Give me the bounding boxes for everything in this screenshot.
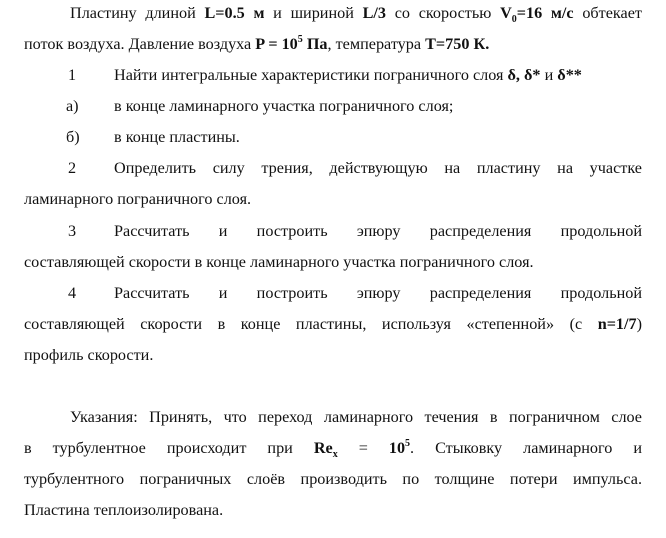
velocity-value: =16 м/с — [516, 4, 574, 22]
task-3-line-2: составляющей скорости в конце ламинарного участка пограничного слоя. — [24, 253, 534, 271]
power-law-exponent: n=1/7 — [597, 315, 637, 333]
pressure-value: P = 10 — [255, 35, 298, 53]
task-1-text — [114, 64, 582, 86]
note-line-4: Пластина теплоизолирована. — [24, 501, 224, 519]
intro-line-2 — [24, 33, 642, 55]
flow-velocity — [500, 4, 574, 26]
transition-value — [389, 439, 410, 457]
note-text: = — [337, 439, 389, 457]
task-4-line-1: Рассчитать и построить эпюру распределения продольной — [114, 284, 642, 302]
plate-length: L=0.5 м — [204, 4, 265, 22]
task-number: 2 — [68, 159, 77, 177]
plate-width: L/3 — [362, 4, 386, 22]
thickness-symbols: δ, δ* — [507, 66, 541, 84]
intro-text: Пластину длиной — [70, 4, 205, 22]
note-line-1: Указания: Принять, что переход ламинарного течения в пограничном слое — [70, 408, 642, 426]
note-line-2 — [24, 437, 642, 459]
task-3-line-1: Рассчитать и построить эпюру распределения продольной — [114, 222, 642, 240]
note-text: . Стыковку ламинарного и — [410, 439, 642, 457]
task-number: 3 — [68, 222, 77, 240]
item-letter: а) — [66, 97, 79, 115]
task-1-item-a — [24, 95, 642, 117]
task-1 — [24, 64, 642, 86]
pressure-unit: Па — [302, 35, 328, 53]
intro-text: и шириной — [264, 4, 363, 22]
task-4-line-2 — [24, 313, 642, 335]
item-letter: б) — [66, 128, 80, 146]
item-text: в конце пластины. — [114, 128, 240, 146]
task-text: составляющей скорости в конце пластины, используя «степенной» (с — [24, 315, 598, 333]
air-temperature: T=750 К. — [425, 35, 490, 53]
task-2-line-2: ламинарного пограничного слоя. — [24, 190, 252, 208]
intro-text: со скоростью — [385, 4, 501, 22]
task-1-item-b — [24, 126, 642, 148]
task-text: ) — [636, 315, 642, 333]
task-number: 4 — [68, 284, 77, 302]
velocity-subscript: 0 — [511, 14, 517, 26]
task-2-line-1: Определить силу трения, действующую на пластину на участке — [114, 159, 642, 177]
intro-text: поток воздуха. Давление воздуха — [24, 35, 256, 53]
transition-base: 10 — [388, 439, 406, 457]
note-line-3: турбулентного пограничных слоёв производить по толщине потери импульса. — [24, 470, 642, 488]
reynolds-subscript: x — [332, 449, 338, 461]
task-4-line-3: профиль скорости. — [24, 346, 154, 364]
velocity-symbol: V — [500, 4, 512, 22]
pressure-exponent: 5 — [297, 33, 303, 45]
note-text: в турбулентное происходит при — [24, 439, 314, 457]
task-number: 1 — [68, 66, 77, 84]
task-text: и — [540, 66, 558, 84]
intro-text: , температура — [327, 35, 426, 53]
intro-text: обтекает — [573, 4, 642, 22]
momentum-thickness-symbol: δ** — [557, 66, 582, 84]
transition-exponent: 5 — [405, 437, 411, 449]
task-text: Найти интегральные характеристики пограничного слоя — [114, 66, 508, 84]
intro-line-1 — [70, 2, 642, 24]
reynolds-symbol: Re — [313, 439, 333, 457]
air-pressure — [255, 35, 327, 53]
item-text: в конце ламинарного участка пограничного слоя; — [114, 97, 454, 115]
reynolds-number — [313, 439, 338, 461]
